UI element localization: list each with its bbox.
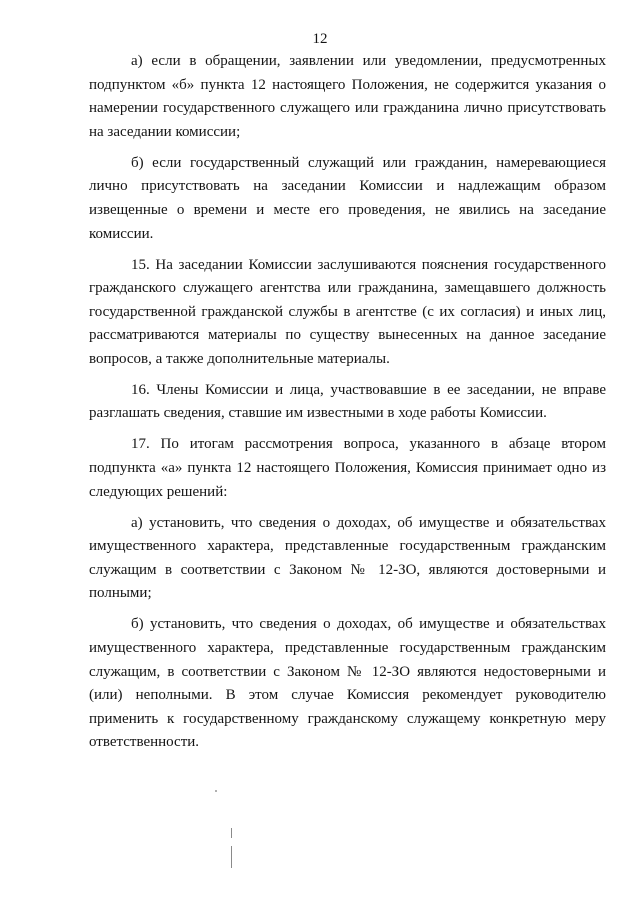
paragraph-15: 15. На заседании Комиссии заслушиваются пояснения государственного гражданского служащего агентства или гражданина, замещавшего должность государственной гражданской службы в агентстве (с их согласия) и иных лиц, рассматриваются материалы по существу вынесенных на данное заседание вопросов, а также дополнительные материалы.	[89, 256, 606, 367]
paragraph-14b: б) если государственный служащий или гражданин, намеревающиеся лично присутствовать на заседании Комиссии и надлежащим образом извещенные о времени и месте его проведения, не явились на заседание комиссии.	[89, 154, 606, 242]
paragraph-17a: а) установить, что сведения о доходах, об имуществе и обязательствах имущественного характера, представленные государственным гражданским служащим в соответствии с Законом № 12-ЗО, являются достоверными и полными;	[89, 514, 606, 602]
paragraph-16: 16. Члены Комиссии и лица, участвовавшие в ее заседании, не вправе разглашать сведения, ставшие им известными в ходе работы Комиссии.	[89, 381, 606, 422]
paragraph-17b: б) установить, что сведения о доходах, об имуществе и обязательствах имущественного характера, представленные государственным гражданским служащим, в соответствии с Законом № 12-ЗО являются недостоверными и (или) неполными. В этом случае Комиссия рекомендует руководителю применить к государственному гражданскому служащему конкретную меру ответственности.	[89, 616, 606, 751]
page-number: 12	[312, 31, 328, 47]
scan-artifact-line	[231, 828, 232, 838]
paragraph-14a: а) если в обращении, заявлении или уведомлении, предусмотренных подпунктом «б» пункта 12 настоящего Положения, не содержится указания о намерении государственного служащего или гражданина лично присутствовать на заседании комиссии;	[89, 53, 606, 140]
scan-artifact-line	[231, 846, 232, 868]
document-body	[89, 50, 606, 762]
paragraph-17: 17. По итогам рассмотрения вопроса, указанного в абзаце втором подпункта «а» пункта 12 настоящего Положения, Комиссия принимает одно из следующих решений:	[89, 436, 606, 500]
scan-artifact-dot	[215, 790, 217, 792]
